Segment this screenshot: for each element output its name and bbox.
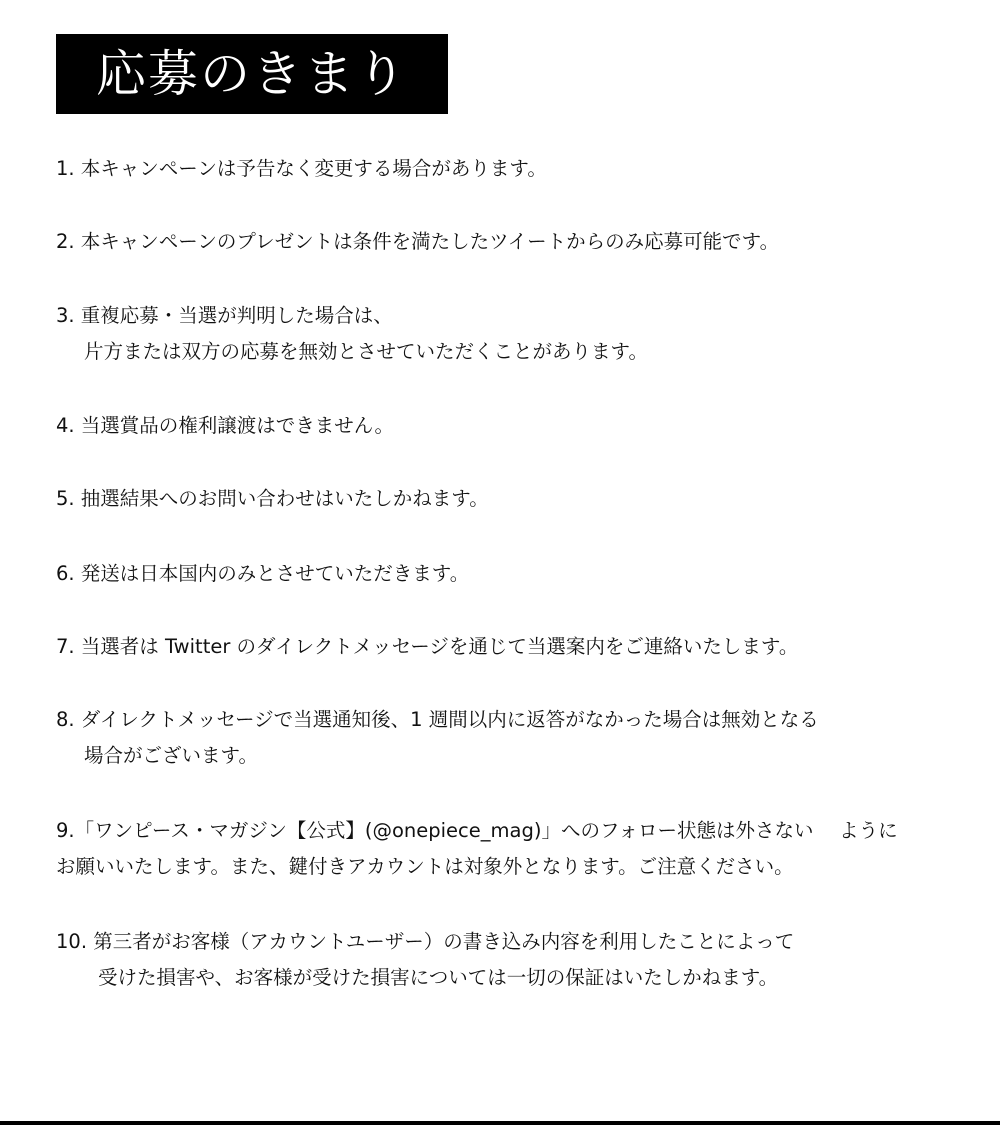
rule-item-4 — [56, 408, 976, 444]
rule-line-continuation: 場合がございます。 — [84, 744, 258, 767]
rule-line-continuation: 受けた損害や、お客様が受けた損害については一切の保証はいたしかねます。 — [98, 966, 779, 989]
rule-line: 1. 本キャンペーンは予告なく変更する場合があります。 — [56, 157, 547, 180]
rule-line: 10. 第三者がお客様（アカウントユーザー）の書き込み内容を利用したことによって — [56, 930, 795, 953]
rule-line-continuation: お願いいたします。また、鍵付きアカウントは対象外となります。ご注意ください。 — [56, 855, 794, 878]
rule-item-10 — [56, 924, 976, 996]
rule-line: 4. 当選賞品の権利譲渡はできません。 — [56, 414, 394, 437]
rule-line: 8. ダイレクトメッセージで当選通知後、1 週間以内に返答がなかった場合は無効となる — [56, 708, 819, 731]
rule-line: 6. 発送は日本国内のみとさせていただきます。 — [56, 562, 470, 585]
rule-line: 7. 当選者は Twitter のダイレクトメッセージを通じて当選案内をご連絡いたします。 — [56, 635, 799, 658]
rule-line: 9.「ワンピース・マガジン【公式】(@onepiece_mag)」へのフォロー状態は外さない ように — [56, 819, 898, 842]
rule-item-3 — [56, 298, 976, 370]
bottom-divider — [0, 1121, 1000, 1125]
rule-item-9 — [56, 813, 976, 885]
rule-line: 3. 重複応募・当選が判明した場合は、 — [56, 304, 393, 327]
page-title: 応募のきまり — [96, 45, 408, 103]
rule-item-5 — [56, 481, 976, 517]
rule-item-1 — [56, 151, 976, 187]
rule-item-2 — [56, 224, 976, 260]
rule-item-8 — [56, 702, 976, 774]
rule-line-continuation: 片方または双方の応募を無効とさせていただくことがあります。 — [84, 340, 648, 363]
rule-item-6 — [56, 556, 976, 592]
rule-line: 2. 本キャンペーンのプレゼントは条件を満たしたツイートからのみ応募可能です。 — [56, 230, 780, 253]
rule-item-7 — [56, 629, 976, 665]
rules-list — [56, 0, 976, 1100]
rule-line: 5. 抽選結果へのお問い合わせはいたしかねます。 — [56, 487, 489, 510]
